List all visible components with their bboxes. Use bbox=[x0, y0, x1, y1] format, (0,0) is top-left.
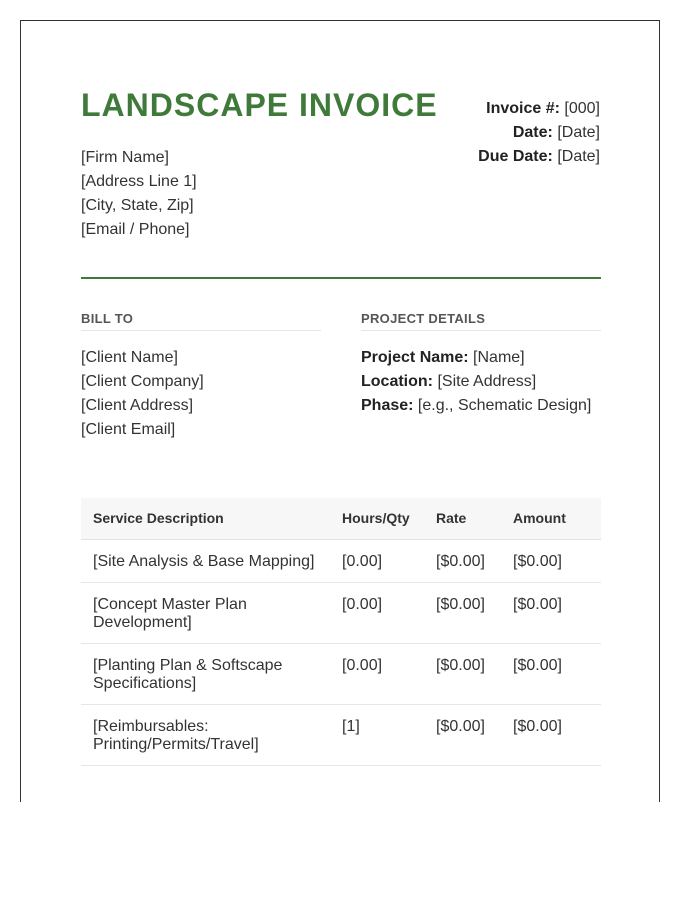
invoice-number-value: [000] bbox=[564, 100, 600, 117]
table-row bbox=[81, 539, 601, 582]
invoice-meta bbox=[478, 97, 600, 169]
project-name-value: [Name] bbox=[473, 349, 525, 366]
invoice-title: LANDSCAPE INVOICE bbox=[81, 87, 438, 123]
row-amount: [$0.00] bbox=[501, 539, 601, 582]
row-rate: [$0.00] bbox=[424, 539, 501, 582]
project-phase-value: [e.g., Schematic Design] bbox=[417, 397, 592, 414]
table-row bbox=[81, 704, 601, 765]
firm-address-line-1: [Address Line 1] bbox=[81, 173, 197, 190]
firm-info bbox=[81, 146, 197, 242]
project-location-label: Location: bbox=[361, 373, 433, 390]
invoice-page bbox=[20, 20, 660, 802]
firm-contact: [Email / Phone] bbox=[81, 221, 190, 238]
row-description: [Planting Plan & Softscape Specifications] bbox=[81, 643, 330, 704]
row-rate: [$0.00] bbox=[424, 643, 501, 704]
row-rate: [$0.00] bbox=[424, 704, 501, 765]
header-service-description: Service Description bbox=[81, 498, 330, 539]
header-amount: Amount bbox=[501, 498, 601, 539]
client-company: [Client Company] bbox=[81, 373, 204, 390]
row-rate: [$0.00] bbox=[424, 582, 501, 643]
row-amount: [$0.00] bbox=[501, 704, 601, 765]
row-description: [Concept Master Plan Development] bbox=[81, 582, 330, 643]
project-name-row bbox=[361, 346, 591, 370]
table-row bbox=[81, 582, 601, 643]
client-email: [Client Email] bbox=[81, 421, 176, 438]
firm-city-state-zip: [City, State, Zip] bbox=[81, 197, 194, 214]
due-date-row bbox=[478, 145, 600, 169]
header-rate: Rate bbox=[424, 498, 501, 539]
row-qty: [0.00] bbox=[330, 539, 424, 582]
invoice-date-value: [Date] bbox=[557, 124, 600, 141]
project-name-label: Project Name: bbox=[361, 349, 469, 366]
bill-to-details bbox=[81, 346, 204, 442]
due-date-label: Due Date: bbox=[478, 148, 553, 165]
due-date-value: [Date] bbox=[557, 148, 600, 165]
client-address: [Client Address] bbox=[81, 397, 194, 414]
row-description: [Reimbursables: Printing/Permits/Travel] bbox=[81, 704, 330, 765]
project-details bbox=[361, 346, 591, 418]
project-phase-row bbox=[361, 394, 591, 418]
row-amount: [$0.00] bbox=[501, 582, 601, 643]
row-amount: [$0.00] bbox=[501, 643, 601, 704]
invoice-date-label: Date: bbox=[512, 124, 553, 141]
invoice-date-row bbox=[478, 121, 600, 145]
client-name: [Client Name] bbox=[81, 349, 178, 366]
row-qty: [0.00] bbox=[330, 643, 424, 704]
project-location-row bbox=[361, 370, 591, 394]
table-header-row bbox=[81, 498, 601, 539]
row-qty: [0.00] bbox=[330, 582, 424, 643]
services-table bbox=[81, 498, 601, 766]
project-details-heading: PROJECT DETAILS bbox=[361, 311, 601, 331]
header-divider bbox=[81, 277, 601, 279]
firm-name: [Firm Name] bbox=[81, 149, 169, 166]
project-phase-label: Phase: bbox=[361, 397, 414, 414]
invoice-number-label: Invoice #: bbox=[486, 100, 560, 117]
row-qty: [1] bbox=[330, 704, 424, 765]
invoice-number-row bbox=[478, 97, 600, 121]
project-location-value: [Site Address] bbox=[437, 373, 537, 390]
bill-to-heading: BILL TO bbox=[81, 311, 321, 331]
header-hours-qty: Hours/Qty bbox=[330, 498, 424, 539]
table-row bbox=[81, 643, 601, 704]
row-description: [Site Analysis & Base Mapping] bbox=[81, 539, 330, 582]
